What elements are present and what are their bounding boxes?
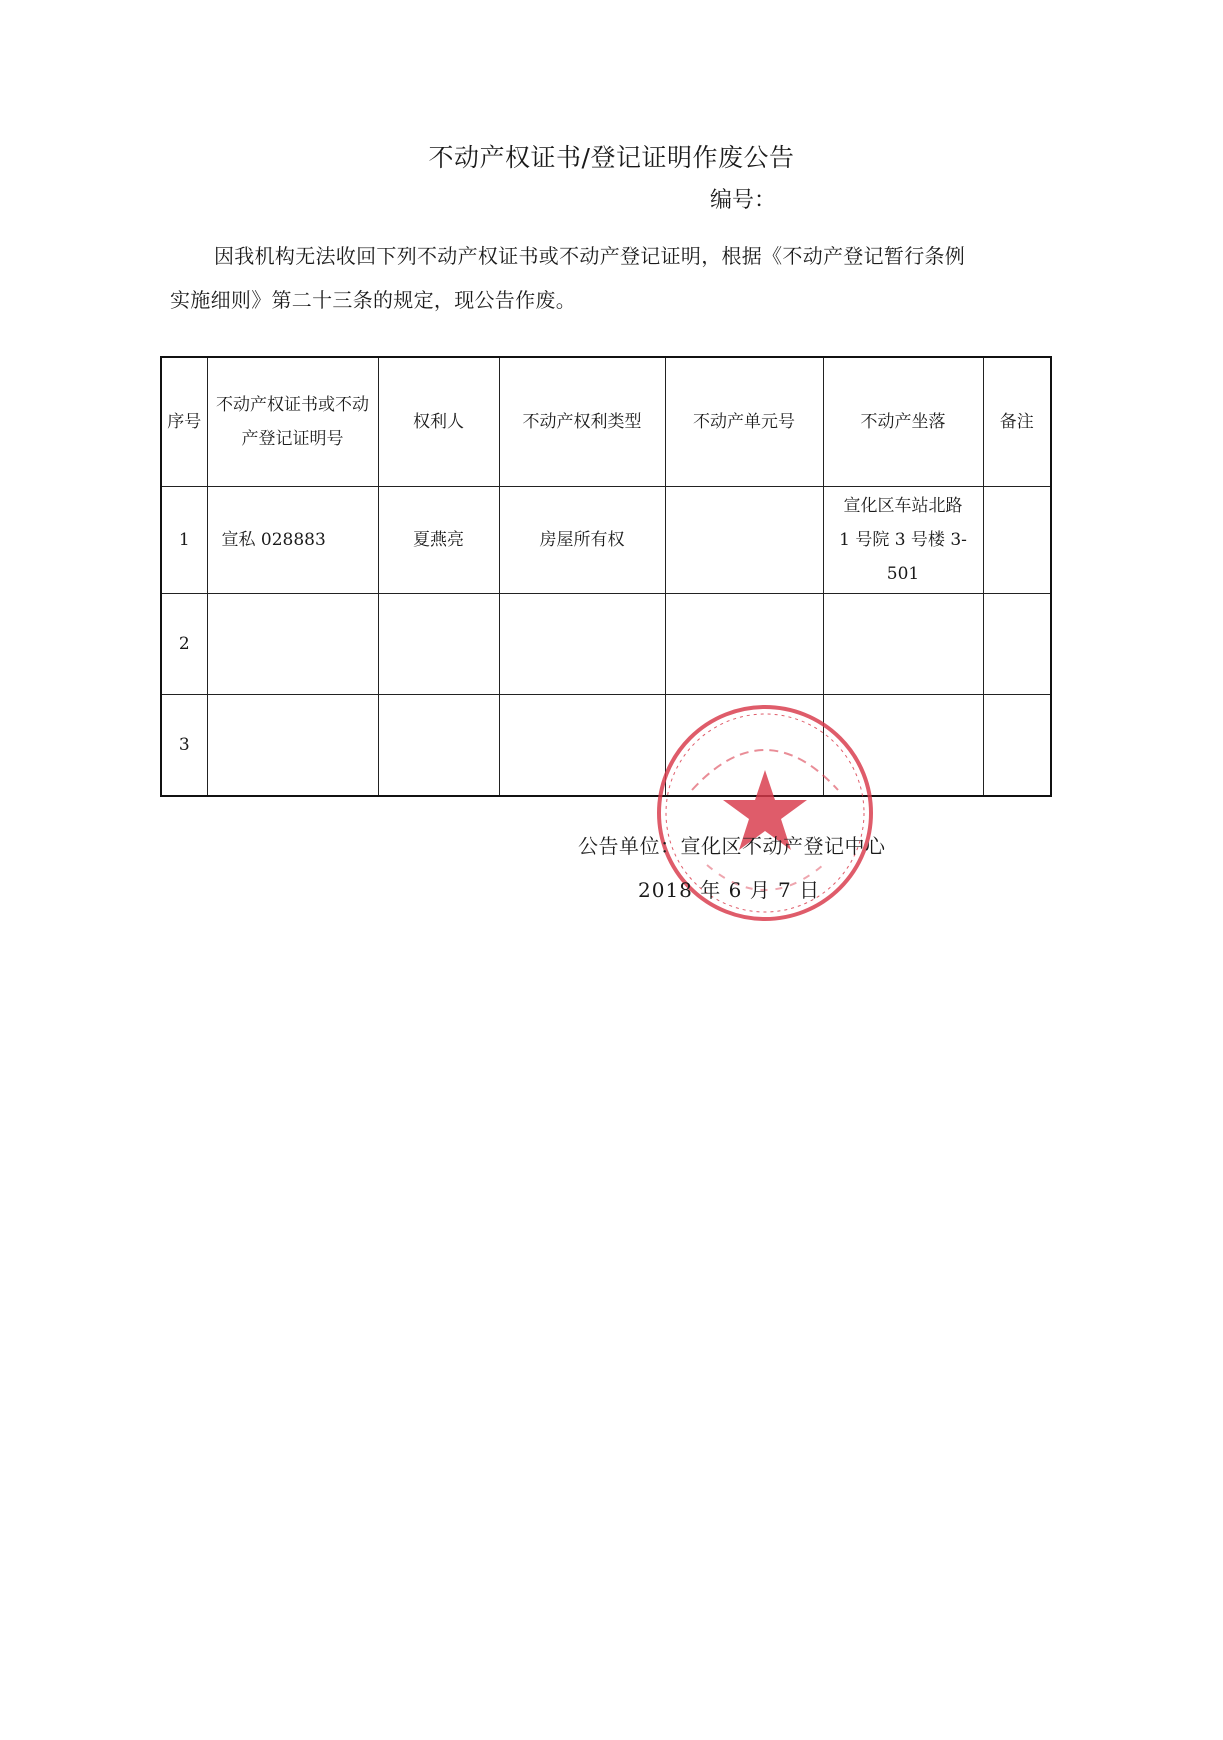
cell-seq: 3	[161, 695, 207, 797]
table-row	[161, 594, 1051, 695]
header-cert-number	[207, 357, 378, 487]
cell-cert-number: 宣私 028883	[207, 487, 378, 594]
notice-paragraph	[170, 234, 1050, 322]
issue-date: 2018 年 6 月 7 日	[638, 878, 821, 902]
header-cert-line-1: 不动产权证书或不动	[216, 395, 369, 415]
cell-seq: 1	[161, 487, 207, 594]
table-row	[161, 695, 1051, 797]
cell-remark	[983, 487, 1051, 594]
notice-paragraph-line-2: 实施细则》第二十三条的规定，现公告作废。	[170, 288, 576, 312]
cell-right-type	[499, 594, 665, 695]
location-line-3: 501	[886, 564, 920, 584]
header-location: 不动产坐落	[823, 357, 983, 487]
void-certificate-table	[160, 356, 1052, 797]
cell-remark	[983, 695, 1051, 797]
cell-unit-number	[665, 487, 823, 594]
header-seq: 序号	[161, 357, 207, 487]
header-cert-line-2: 产登记证明号	[241, 429, 344, 449]
cell-holder	[378, 594, 499, 695]
header-holder: 权利人	[378, 357, 499, 487]
cell-right-type	[499, 695, 665, 797]
document-number-label: 编号：	[710, 188, 777, 213]
cell-holder	[378, 695, 499, 797]
cell-location	[823, 594, 983, 695]
cell-cert-number	[207, 594, 378, 695]
cell-holder: 夏燕亮	[378, 487, 499, 594]
location-line-2: 1 号院 3 号楼 3-	[839, 530, 967, 550]
table-header-row	[161, 357, 1051, 487]
cell-seq: 2	[161, 594, 207, 695]
cell-cert-number	[207, 695, 378, 797]
cell-location	[823, 487, 983, 594]
header-unit-number: 不动产单元号	[665, 357, 823, 487]
cell-remark	[983, 594, 1051, 695]
location-line-1: 宣化区车站北路	[843, 496, 963, 516]
notice-title: 不动产权证书/登记证明作废公告	[428, 143, 795, 172]
table-row	[161, 487, 1051, 594]
notice-paragraph-line-1: 因我机构无法收回下列不动产权证书或不动产登记证明，根据《不动产登记暂行条例	[214, 244, 966, 268]
header-remark: 备注	[983, 357, 1051, 487]
cell-right-type: 房屋所有权	[499, 487, 665, 594]
issuer-signature: 公告单位：宣化区不动产登记中心	[578, 834, 886, 858]
header-right-type: 不动产权利类型	[499, 357, 665, 487]
cell-unit-number	[665, 594, 823, 695]
